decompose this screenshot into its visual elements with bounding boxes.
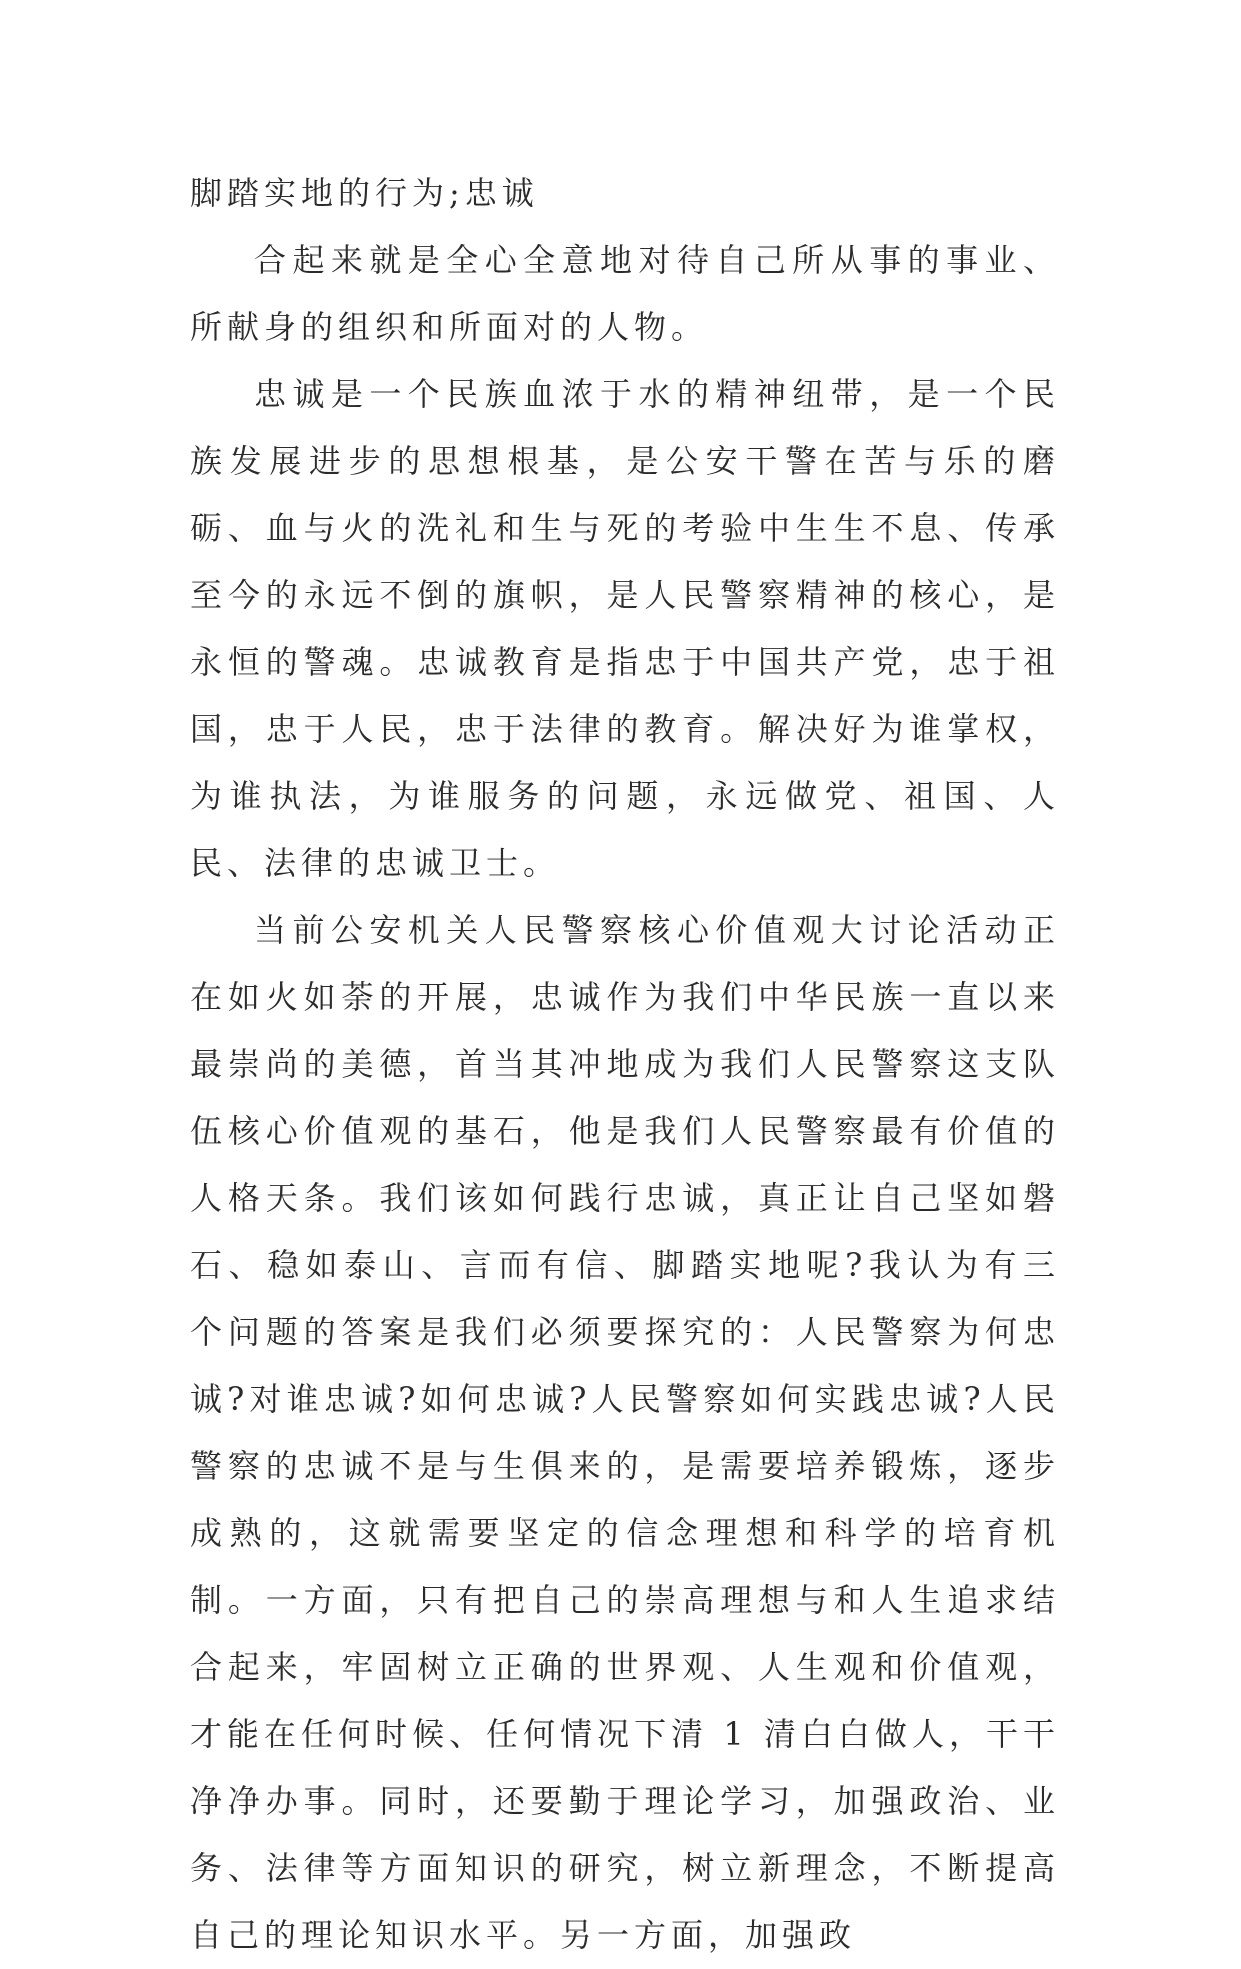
paragraph-3: 忠诚是一个民族血浓于水的精神纽带，是一个民族发展进步的思想根基，是公安干警在苦与乐的磨砺、血与火的洗礼和生与死的考验中生生不息、传承至今的永远不倒的旗帜，是人民警察精神的核心，是永恒的警魂。忠诚教育是指忠于中国共产党，忠于祖国，忠于人民，忠于法律的教育。解决好为谁掌权，为谁执法，为谁服务的问题，永远做党、祖国、人民、法律的忠诚卫士。 bbox=[190, 375, 1060, 882]
body-text bbox=[190, 160, 1060, 1969]
paragraph-2: 合起来就是全心全意地对待自己所从事的事业、所献身的组织和所面对的人物。 bbox=[190, 241, 1060, 346]
paragraph-1: 脚踏实地的行为;忠诚 bbox=[190, 174, 539, 212]
paragraph-4: 当前公安机关人民警察核心价值观大讨论活动正在如火如荼的开展，忠诚作为我们中华民族一直以来最崇尚的美德，首当其冲地成为我们人民警察这支队伍核心价值观的基石，他是我们人民警察最有价值的人格天条。我们该如何践行忠诚，真正让自己坚如磐石、稳如泰山、言而有信、脚踏实地呢?我认为有三个问题的答案是我们必须要探究的：人民警察为何忠诚?对谁忠诚?如何忠诚?人民警察如何实践忠诚?人民警察的忠诚不是与生俱来的，是需要培养锻炼，逐步成熟的，这就需要坚定的信念理想和科学的培育机制。一方面，只有把自己的崇高理想与和人生追求结合起来，牢固树立正确的世界观、人生观和价值观，才能在任何时候、任何情况下清 1 清白白做人，干干净净办事。同时，还要勤于理论学习，加强政治、业务、法律等方面知识的研究，树立新理念，不断提高自己的理论知识水平。另一方面，加强政 bbox=[190, 911, 1060, 1954]
